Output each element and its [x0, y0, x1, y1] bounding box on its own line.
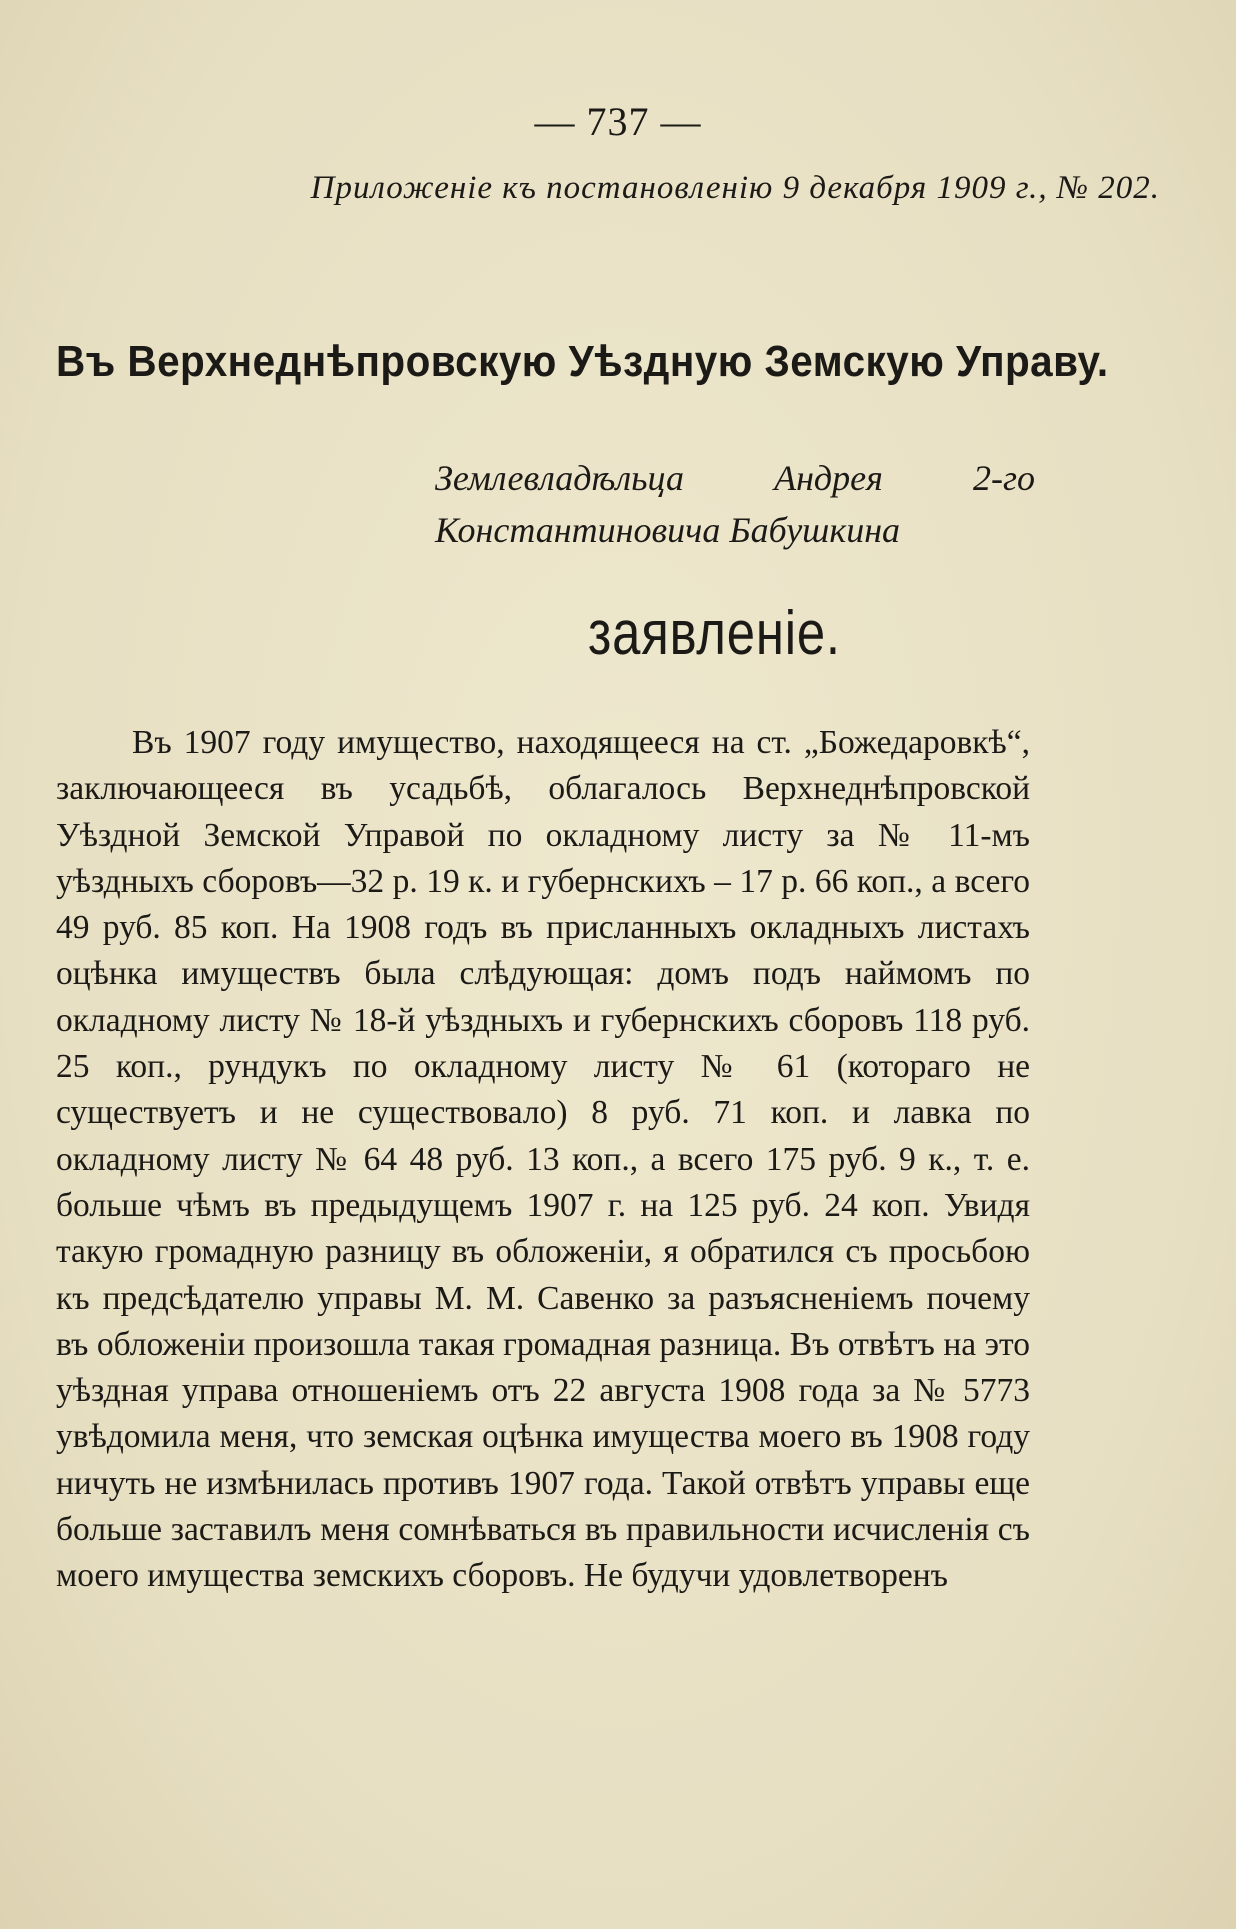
page-number: — 737 —: [534, 99, 702, 144]
addressee-heading: Въ Верхнеднѣпровскую Уѣздную Земскую Управу.: [56, 337, 1109, 386]
sender-line: Землевладѣльца Андрея 2-го Константиновича Бабушкина: [435, 458, 1035, 550]
body-paragraph: Въ 1907 году имущество, находящееся на ст. „Божедаровкѣ“, заключающееся въ усадьбѣ, облагалось Верхнеднѣпровской Уѣздной Земской Управой по окладному листу за № 11-мъ уѣздныхъ сборовъ—32 р. 19 к. и губернскихъ – 17 р. 66 коп., а всего 49 руб. 85 коп. На 1908 годъ въ присланныхъ окладныхъ листахъ оцѣнка имуществъ была слѣдующая: домъ подъ наймомъ по окладному листу № 18-й уѣздныхъ и губернскихъ сборовъ 118 руб. 25 коп., рундукъ по окладному листу № 61 (котораго не существуетъ и не существовало) 8 руб. 71 коп. и лавка по окладному листу № 64 48 руб. 13 коп., а всего 175 руб. 9 к., т. е. больше чѣмъ въ предыдущемъ 1907 г. на 125 руб. 24 коп. Увидя такую громадную разницу въ обложеніи, я обратился съ просьбою къ предсѣдателю управы М. М. Савенко за разъясненіемъ почему въ обложеніи произошла такая громадная разница. Въ отвѣтъ на это уѣздная управа отношеніемъ отъ 22 августа 1908 года за № 5773 увѣдомила меня, что земская оцѣнка имущества моего въ 1908 году ничуть не измѣнилась противъ 1907 года. Такой отвѣтъ управы еще больше заставилъ меня сомнѣваться въ правильности исчисленія съ моего имущества земскихъ сборовъ. Не будучи удовлетворенъ: [56, 724, 1030, 1595]
document-title: заявленіе.: [588, 599, 841, 668]
appendix-note: Приложеніе къ постановленію 9 декабря 1909 г., № 202.: [310, 170, 1160, 206]
